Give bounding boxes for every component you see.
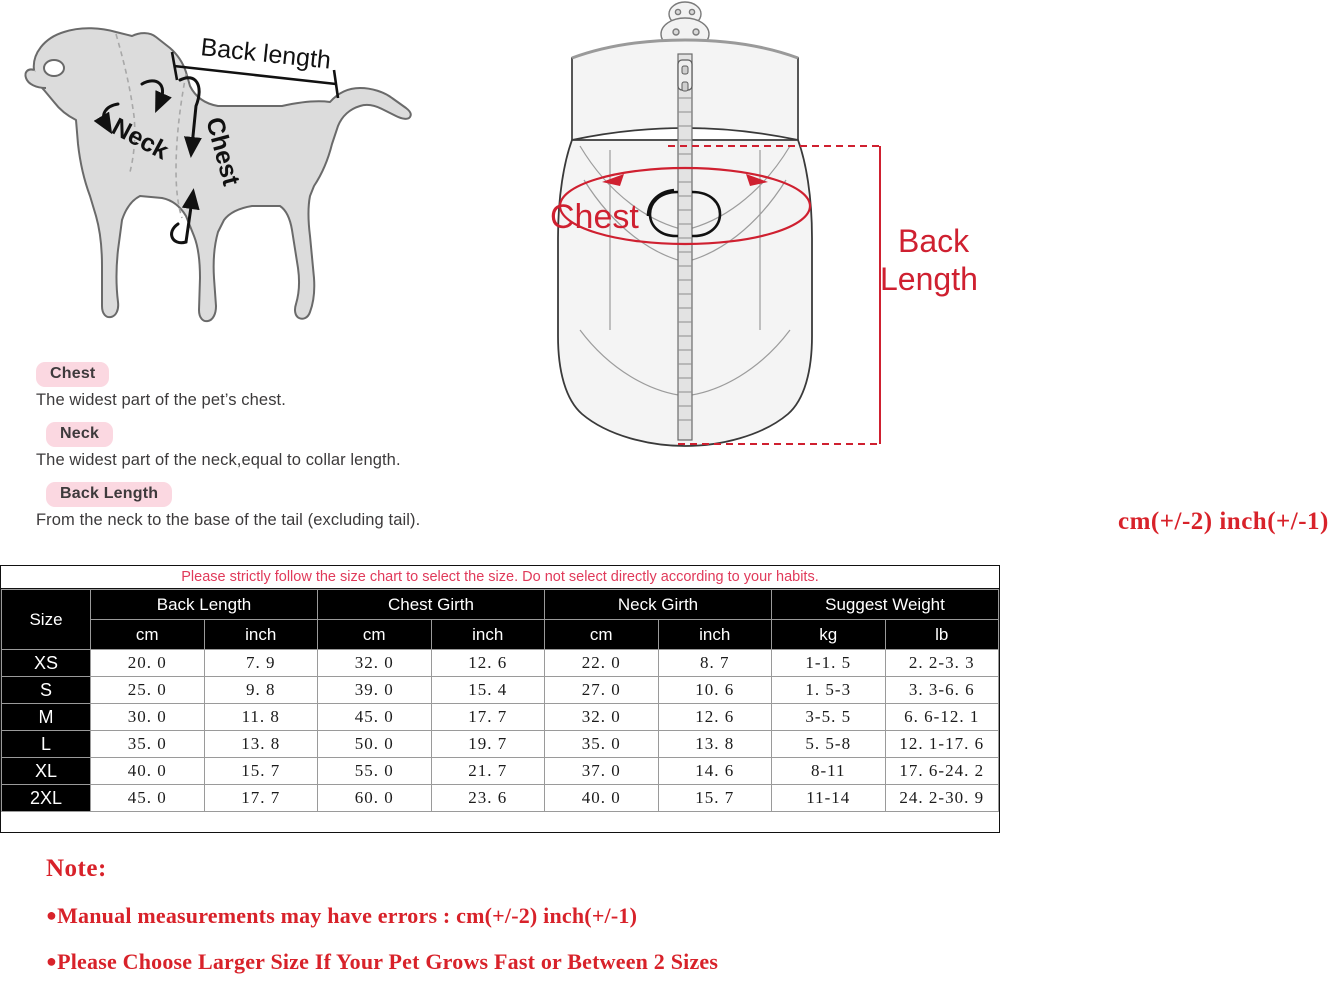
- cell-neck-cm: 37. 0: [545, 758, 659, 785]
- cell-weight-kg: 1-1. 5: [772, 650, 886, 677]
- legend-item-neck: [36, 422, 556, 470]
- cell-size: L: [2, 731, 91, 758]
- cell-chest-cm: 60. 0: [318, 785, 432, 812]
- note-line-1: [46, 903, 966, 929]
- size-table-container: [0, 565, 1000, 833]
- note-line-2-text: Please Choose Larger Size If Your Pet Grows Fast or Between 2 Sizes: [57, 949, 719, 974]
- legend-desc-chest: The widest part of the pet’s chest.: [36, 390, 286, 409]
- cell-back-cm: 30. 0: [91, 704, 205, 731]
- table-row: [2, 785, 999, 812]
- legend-badge-chest: Chest: [36, 362, 109, 387]
- cell-neck-inch: 8. 7: [658, 650, 772, 677]
- header-group-back-length: Back Length: [91, 590, 318, 620]
- cell-neck-cm: 27. 0: [545, 677, 659, 704]
- cell-neck-cm: 35. 0: [545, 731, 659, 758]
- cell-chest-inch: 15. 4: [431, 677, 545, 704]
- header-group-chest-girth: Chest Girth: [318, 590, 545, 620]
- cell-chest-cm: 45. 0: [318, 704, 432, 731]
- cell-chest-cm: 55. 0: [318, 758, 432, 785]
- cell-size: XL: [2, 758, 91, 785]
- cell-chest-inch: 21. 7: [431, 758, 545, 785]
- cell-weight-lb: 24. 2-30. 9: [885, 785, 999, 812]
- header-group-suggest-weight: Suggest Weight: [772, 590, 999, 620]
- size-table-body: [2, 650, 999, 812]
- cell-chest-cm: 32. 0: [318, 650, 432, 677]
- cell-back-inch: 11. 8: [204, 704, 318, 731]
- dog-neck-label: Neck: [107, 112, 174, 166]
- header-group-neck-girth: Neck Girth: [545, 590, 772, 620]
- cell-back-inch: 13. 8: [204, 731, 318, 758]
- cell-weight-kg: 11-14: [772, 785, 886, 812]
- note-section: [46, 855, 966, 975]
- header-unit-weight-lb: lb: [885, 620, 999, 650]
- vest-diagram-panel: [540, 0, 1329, 560]
- cell-back-cm: 25. 0: [91, 677, 205, 704]
- cell-weight-kg: 1. 5-3: [772, 677, 886, 704]
- table-row: [2, 758, 999, 785]
- vest-chest-label: Chest: [550, 198, 639, 236]
- cell-back-inch: 15. 7: [204, 758, 318, 785]
- cell-back-inch: 9. 8: [204, 677, 318, 704]
- cell-weight-kg: 3-5. 5: [772, 704, 886, 731]
- cell-back-inch: 17. 7: [204, 785, 318, 812]
- cell-weight-kg: 8-11: [772, 758, 886, 785]
- dog-back-length-label: Back length: [199, 33, 333, 75]
- cell-weight-lb: 3. 3-6. 6: [885, 677, 999, 704]
- cell-back-cm: 45. 0: [91, 785, 205, 812]
- cell-back-cm: 35. 0: [91, 731, 205, 758]
- cell-size: M: [2, 704, 91, 731]
- cell-neck-inch: 13. 8: [658, 731, 772, 758]
- cell-chest-inch: 12. 6: [431, 650, 545, 677]
- cell-chest-cm: 39. 0: [318, 677, 432, 704]
- header-unit-weight-kg: kg: [772, 620, 886, 650]
- cell-neck-inch: 15. 7: [658, 785, 772, 812]
- cell-neck-inch: 10. 6: [658, 677, 772, 704]
- legend-badge-back-length: Back Length: [46, 482, 172, 507]
- cell-weight-lb: 6. 6-12. 1: [885, 704, 999, 731]
- header-unit-neck-inch: inch: [658, 620, 772, 650]
- legend-item-chest: [36, 362, 556, 410]
- cell-chest-cm: 50. 0: [318, 731, 432, 758]
- vest-back-length-label-line2: Length: [880, 261, 978, 297]
- note-title: Note:: [46, 855, 107, 882]
- cell-size: S: [2, 677, 91, 704]
- bullet-icon: ●: [46, 905, 58, 925]
- size-table: [1, 589, 999, 812]
- header-row-groups: [2, 590, 999, 620]
- cell-size: 2XL: [2, 785, 91, 812]
- header-unit-back-inch: inch: [204, 620, 318, 650]
- header-unit-chest-cm: cm: [318, 620, 432, 650]
- legend-desc-back-length: From the neck to the base of the tail (excluding tail).: [36, 511, 421, 530]
- vest-zipper: [678, 54, 692, 440]
- dog-chest-label: Chest: [200, 114, 246, 189]
- cell-weight-lb: 2. 2-3. 3: [885, 650, 999, 677]
- dog-measurement-diagram: [20, 10, 420, 350]
- cell-neck-cm: 40. 0: [545, 785, 659, 812]
- legend-item-back-length: [36, 482, 556, 530]
- legend-desc-neck: The widest part of the neck,equal to collar length.: [36, 450, 401, 469]
- header-unit-chest-inch: inch: [431, 620, 545, 650]
- cell-chest-inch: 23. 6: [431, 785, 545, 812]
- table-row: [2, 677, 999, 704]
- cell-chest-inch: 19. 7: [431, 731, 545, 758]
- measurement-legend: [36, 362, 556, 543]
- cell-weight-lb: 17. 6-24. 2: [885, 758, 999, 785]
- table-row: [2, 731, 999, 758]
- cell-neck-inch: 12. 6: [658, 704, 772, 731]
- size-table-head: [2, 590, 999, 650]
- size-table-banner: Please strictly follow the size chart to select the size. Do not select directly according to your habits.: [1, 566, 999, 589]
- note-line-2: [46, 949, 966, 975]
- vest-tolerance-note: cm(+/-2) inch(+/-1): [1118, 508, 1329, 535]
- note-line-1-text: Manual measurements may have errors : cm(+/-2) inch(+/-1): [57, 903, 638, 928]
- vest-measurement-diagram: [550, 0, 1010, 500]
- vest-back-length-label-line1: Back: [898, 223, 970, 259]
- legend-badge-neck: Neck: [46, 422, 113, 447]
- table-row: [2, 704, 999, 731]
- cell-back-inch: 7. 9: [204, 650, 318, 677]
- bullet-icon: ●: [46, 951, 58, 971]
- cell-neck-cm: 32. 0: [545, 704, 659, 731]
- cell-chest-inch: 17. 7: [431, 704, 545, 731]
- header-row-units: [2, 620, 999, 650]
- cell-weight-kg: 5. 5-8: [772, 731, 886, 758]
- cell-neck-inch: 14. 6: [658, 758, 772, 785]
- table-row: [2, 650, 999, 677]
- header-unit-neck-cm: cm: [545, 620, 659, 650]
- header-size: Size: [2, 590, 91, 650]
- cell-size: XS: [2, 650, 91, 677]
- cell-weight-lb: 12. 1-17. 6: [885, 731, 999, 758]
- cell-neck-cm: 22. 0: [545, 650, 659, 677]
- cell-back-cm: 40. 0: [91, 758, 205, 785]
- cell-back-cm: 20. 0: [91, 650, 205, 677]
- header-unit-back-cm: cm: [91, 620, 205, 650]
